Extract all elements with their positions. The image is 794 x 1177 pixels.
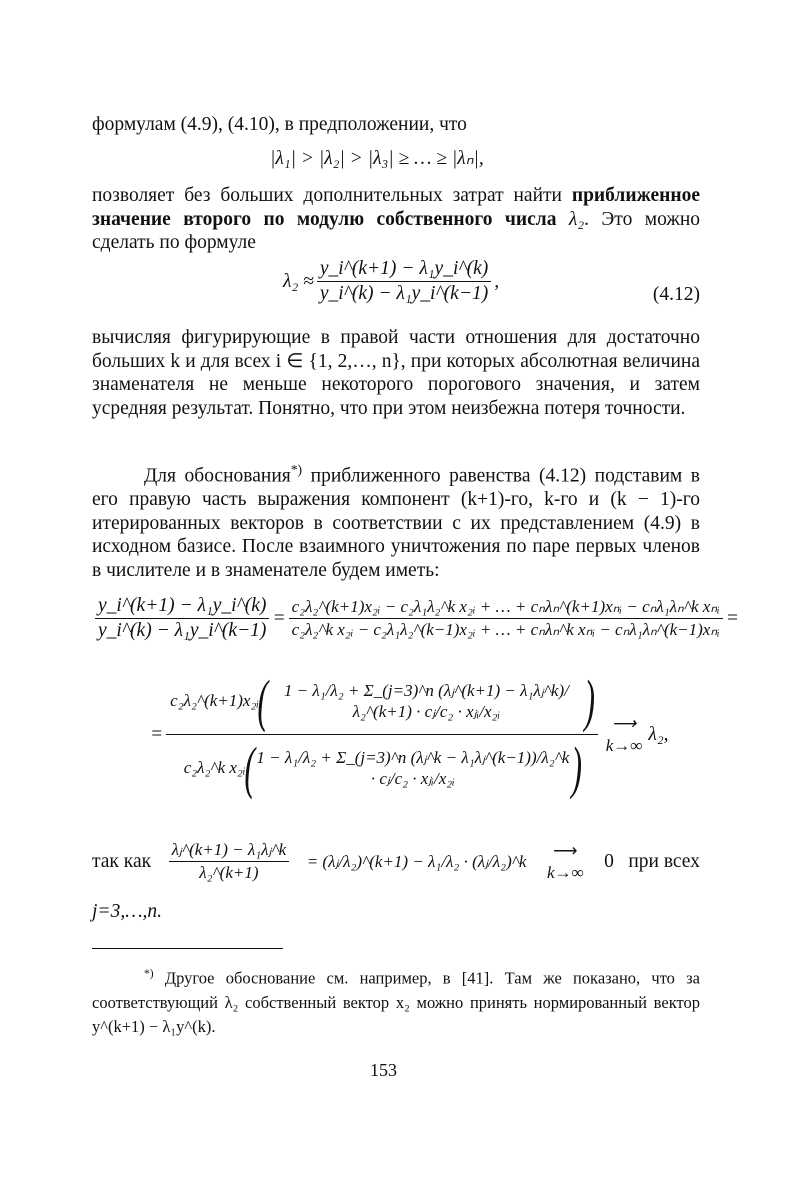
numerator: y_i^(k+1) − λ₁y_i^(k) xyxy=(95,595,269,619)
footnote-ref: *) xyxy=(290,462,303,477)
limit-label: k→∞ xyxy=(605,735,643,755)
equals: = xyxy=(272,607,286,629)
bracket-body: 1 − λ₁/λ₂ + Σ_(j=3)^n (λⱼ^(k+1) − λ₁λⱼ^k)/λ₂^(k+1) · cⱼ/c₂ · xⱼᵢ/x₂ᵢ xyxy=(283,681,569,721)
text: так как xyxy=(92,850,152,872)
text: приближенного равенства (4.12) подставим в его правую часть выражения компонент (k+1)-го, k-го и (k − 1)-го итерированных векторов в соответствии с их представлением (4.9) в исходном базисе. После взаимного уничтожения по паре первых членов в числителе и в знаменателе будем иметь: xyxy=(92,465,701,581)
bold-text: приближенное значение второго по модулю собственного числа xyxy=(92,185,700,230)
index-range: j=3,…,n. xyxy=(92,901,163,922)
inequality-formula: |λ₁| > |λ₂| > |λ₃| ≥ … ≥ |λₙ|, xyxy=(270,148,484,169)
text: . Это можно сделать по формуле xyxy=(92,208,701,253)
text: Для обоснования xyxy=(144,465,291,487)
denominator: c₂λ₂^k x₂ᵢ − c₂λ₁λ₂^(k−1)x₂ᵢ + … + cₙλₙ^k xₙᵢ − cₙλ₁λₙ^(k−1)xₙᵢ xyxy=(291,620,720,639)
denominator: y_i^(k) − λ₁y_i^(k−1) xyxy=(98,620,267,641)
arrow-icon: ⟶ xyxy=(553,840,578,860)
prefix: c₂λ₂^k x₂ᵢ xyxy=(183,758,246,777)
equation-number: (4.12) xyxy=(652,284,700,305)
limit-result: λ₂, xyxy=(648,723,669,745)
footnote-text: Другое обоснование см. например, в [41]. Там же показано, что за соответствующий λ₂ собственный вектор x₂ можно принять нормированный вектор y^(k+1) − λ₁y^(k). xyxy=(92,968,700,1036)
denominator: λ₂^(k+1) xyxy=(199,863,259,882)
footnote-mark: *) xyxy=(144,968,154,980)
numerator: y_i^(k+1) − λ₁y_i^(k) xyxy=(317,258,491,282)
denominator: c₂λ₂^k x₂ᵢ ( 1 − λ₁/λ₂ + Σ_(j=3)^n (λⱼ^k − λ₁λⱼ^(k−1))/λ₂^k · cⱼ/c₂ · xⱼᵢ/x₂ᵢ ) xyxy=(183,735,582,800)
limit-label: k→∞ xyxy=(546,862,584,882)
numerator: c₂λ₂^(k+1)x₂ᵢ ( 1 − λ₁/λ₂ + Σ_(j=3)^n (λⱼ^(k+1) − λ₁λⱼ^k)/λ₂^(k+1) · cⱼ/c₂ · xⱼᵢ/x₂ᵢ ) xyxy=(166,668,598,735)
denominator: y_i^(k) − λ₁y_i^(k−1) xyxy=(319,283,489,304)
rhs: = (λⱼ/λ₂)^(k+1) − λ₁/λ₂ · (λⱼ/λ₂)^k xyxy=(306,851,527,871)
footnote xyxy=(92,962,700,1039)
big-formula-line2 xyxy=(150,668,669,801)
big-formula-line1 xyxy=(92,595,739,642)
zero: 0 xyxy=(604,850,614,872)
takkak-line xyxy=(92,840,700,883)
footnote-divider xyxy=(92,948,283,949)
punct: , xyxy=(494,270,500,292)
numerator: c₂λ₂^(k+1)x₂ᵢ − c₂λ₁λ₂^k x₂ᵢ + … + cₙλₙ^(k+1)xₙᵢ − cₙλ₁λₙ^k xₙᵢ xyxy=(289,597,723,619)
arrow-icon: ⟶ xyxy=(611,713,637,733)
numerator: λⱼ^(k+1) − λ₁λⱼ^k xyxy=(169,840,290,862)
bracket-body: 1 − λ₁/λ₂ + Σ_(j=3)^n (λⱼ^k − λ₁λⱼ^(k−1))/λ₂^k · cⱼ/c₂ · xⱼᵢ/x₂ᵢ xyxy=(256,748,570,788)
formula-4-12 xyxy=(283,258,499,305)
text: при всех xyxy=(628,850,700,872)
page-number: 153 xyxy=(370,1060,397,1080)
equals: = xyxy=(725,607,739,629)
formula-lhs: λ₂ ≈ xyxy=(283,270,314,292)
paragraph-1 xyxy=(92,184,700,255)
text-line: формулам (4.9), (4.10), в предположении, что xyxy=(92,114,467,135)
paragraph-2: вычисляя фигурирующие в правой части отношения для достаточно больших k и для всех i ∈ {1, 2,…, n}, при которых абсолютная величина знаменателя не меньше некоторого порогового значения, и затем усредняя результат. Понятно, что при этом неизбежна потеря точности. xyxy=(92,327,700,419)
prefix: c₂λ₂^(k+1)x₂ᵢ xyxy=(170,691,260,710)
paragraph-3 xyxy=(92,458,700,582)
text: позволяет без больших дополнительных затрат найти xyxy=(92,185,572,206)
math: λ₂ xyxy=(568,208,585,230)
equals: = xyxy=(150,723,164,745)
